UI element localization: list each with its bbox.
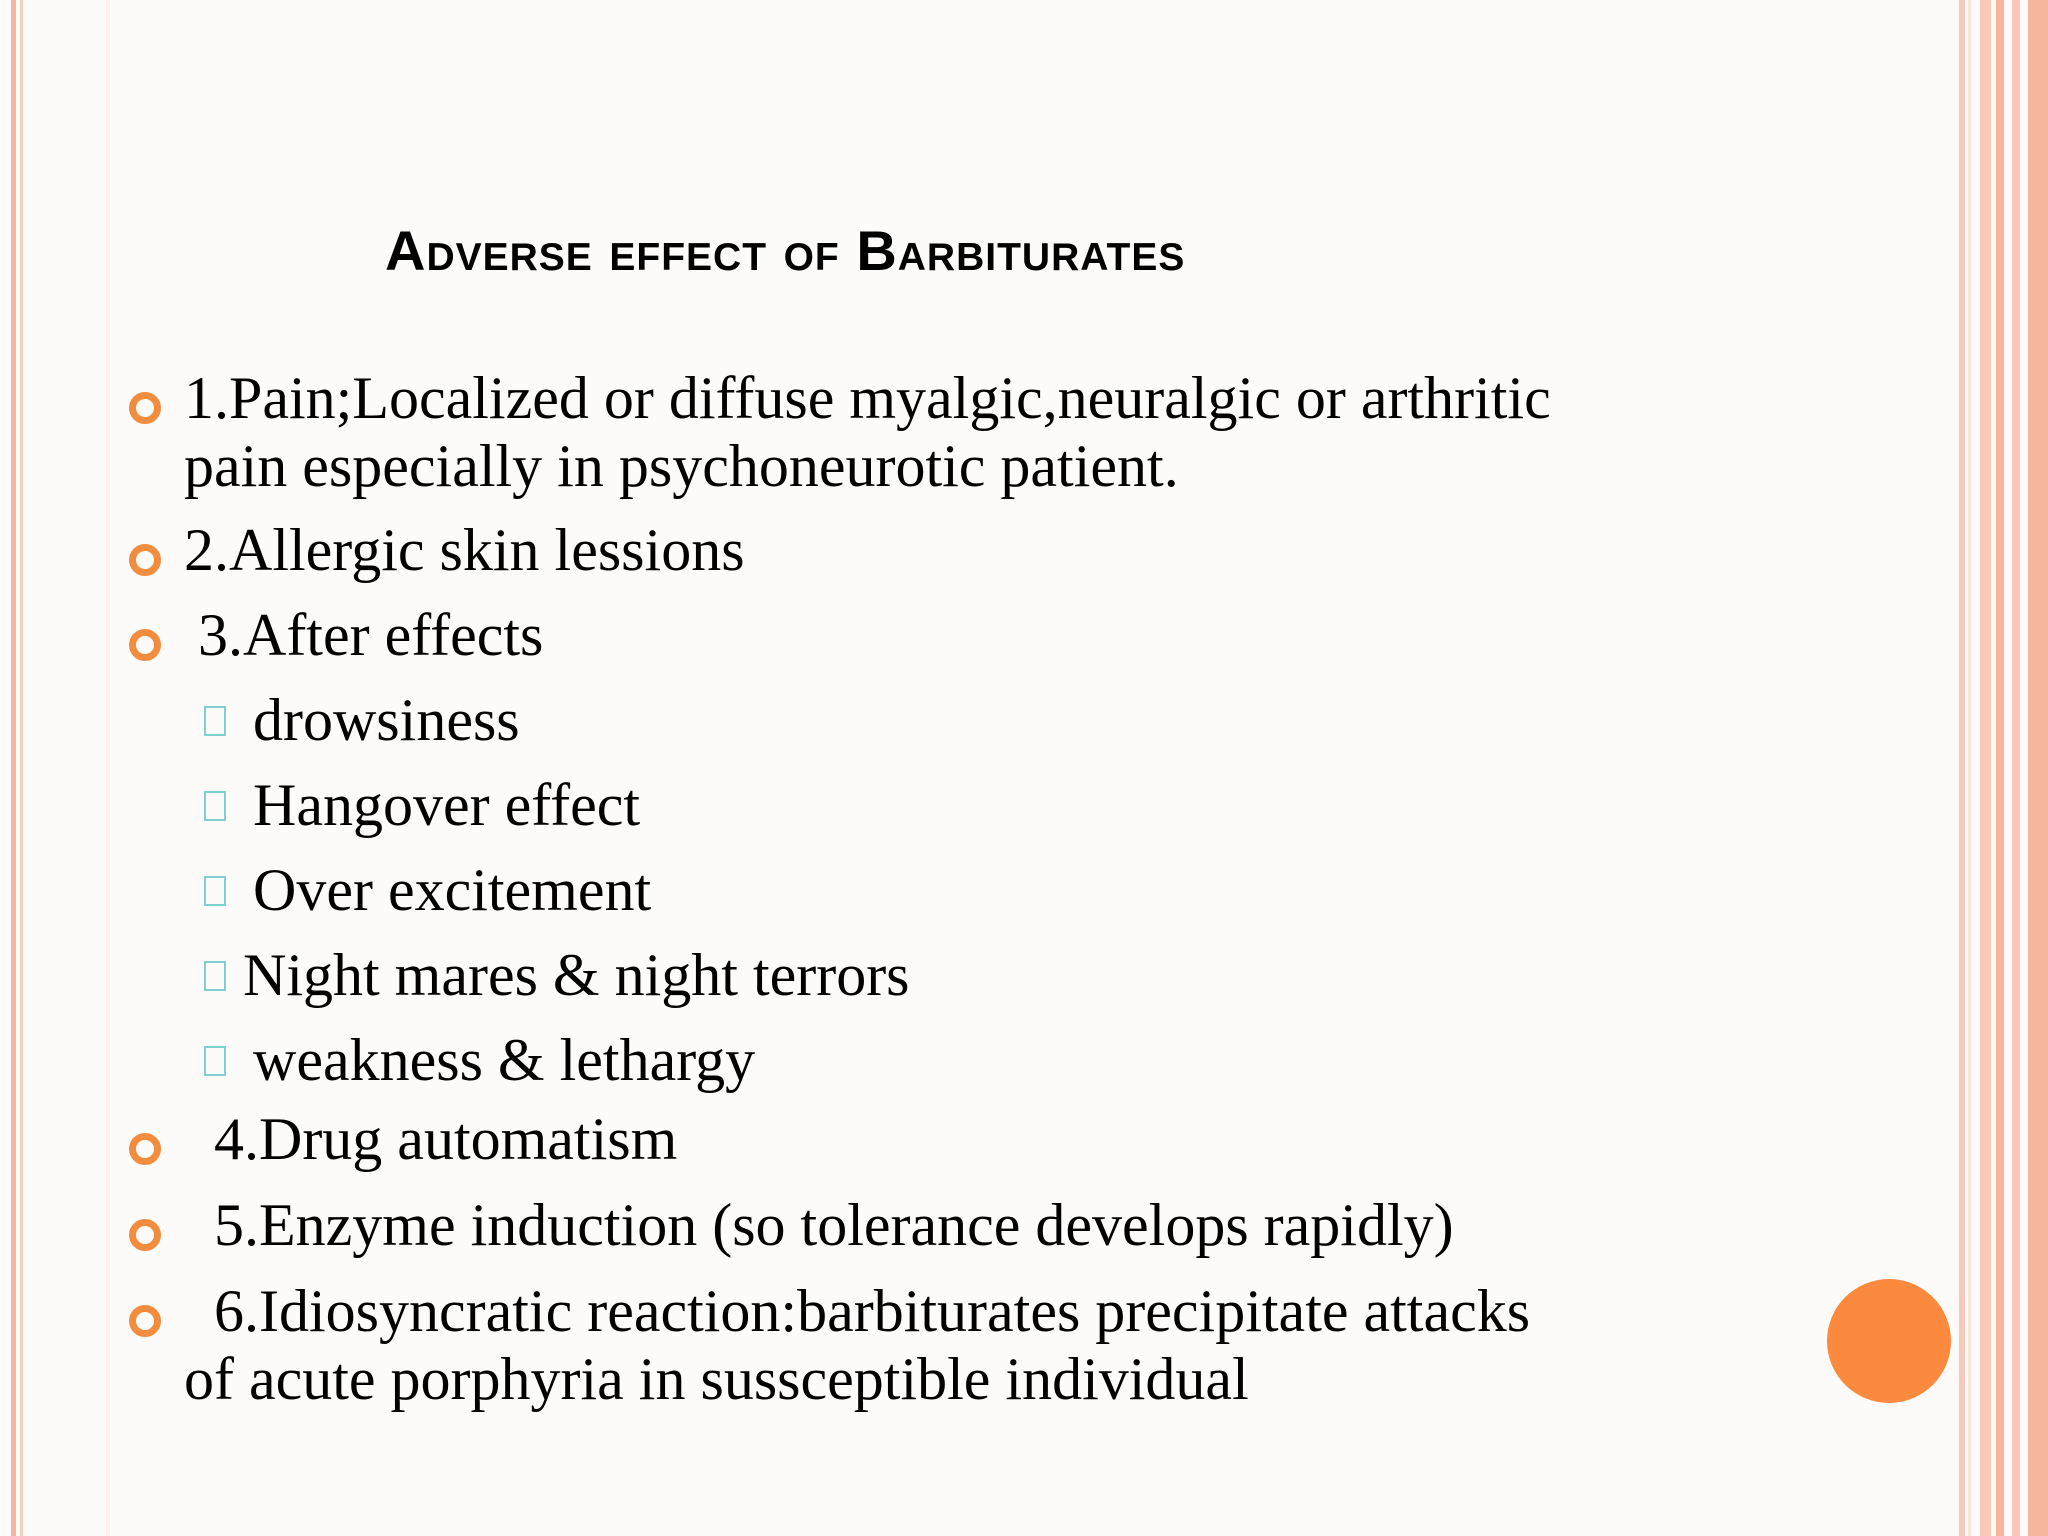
right-border-stripe	[1959, 0, 1965, 1536]
right-border-stripe	[1980, 0, 1991, 1536]
square-bullet-icon	[204, 876, 226, 906]
square-bullet-icon	[204, 791, 226, 821]
right-border-stripe	[1996, 0, 2004, 1536]
hollow-circle-bullet-icon	[129, 544, 161, 576]
sub-item-night-mares: Night mares & night terrors	[243, 942, 910, 1008]
left-border-stripe	[20, 0, 23, 1536]
list-item-1-line-2: pain especially in psychoneurotic patient.	[184, 433, 1179, 499]
slide-title: Adverse effect of Barbiturates	[385, 219, 1186, 282]
list-item-2: 2.Allergic skin lessions	[184, 517, 745, 583]
right-border-stripe	[2012, 0, 2020, 1536]
sub-item-hangover: Hangover effect	[253, 772, 641, 838]
right-border-stripe	[1968, 0, 1971, 1536]
list-item-5: 5.Enzyme induction (so tolerance develops rapidly)	[214, 1192, 1454, 1258]
hollow-circle-bullet-icon	[129, 1133, 161, 1165]
list-item-6-line-1: 6.Idiosyncratic reaction:barbiturates precipitate attacks	[214, 1278, 1531, 1344]
hollow-circle-bullet-icon	[129, 1219, 161, 1251]
hollow-circle-bullet-icon	[129, 629, 161, 661]
left-border-stripe	[11, 0, 16, 1536]
decorative-orange-circle-icon	[1827, 1279, 1951, 1403]
list-item-4: 4.Drug automatism	[214, 1106, 678, 1172]
square-bullet-icon	[204, 706, 226, 736]
hollow-circle-bullet-icon	[129, 1305, 161, 1337]
right-border-stripe	[2028, 0, 2048, 1536]
square-bullet-icon	[204, 961, 226, 991]
list-item-6-line-2: of acute porphyria in sussceptible individual	[184, 1346, 1249, 1412]
sub-item-over-excitement: Over excitement	[253, 857, 652, 923]
left-border-stripe	[106, 0, 110, 1536]
list-item-3: 3.After effects	[198, 602, 544, 668]
hollow-circle-bullet-icon	[129, 392, 161, 424]
sub-item-weakness: weakness & lethargy	[253, 1027, 756, 1093]
list-item-1-line-1: 1.Pain;Localized or diffuse myalgic,neuralgic or arthritic	[184, 365, 1551, 431]
sub-item-drowsiness: drowsiness	[253, 687, 520, 753]
square-bullet-icon	[204, 1046, 226, 1076]
